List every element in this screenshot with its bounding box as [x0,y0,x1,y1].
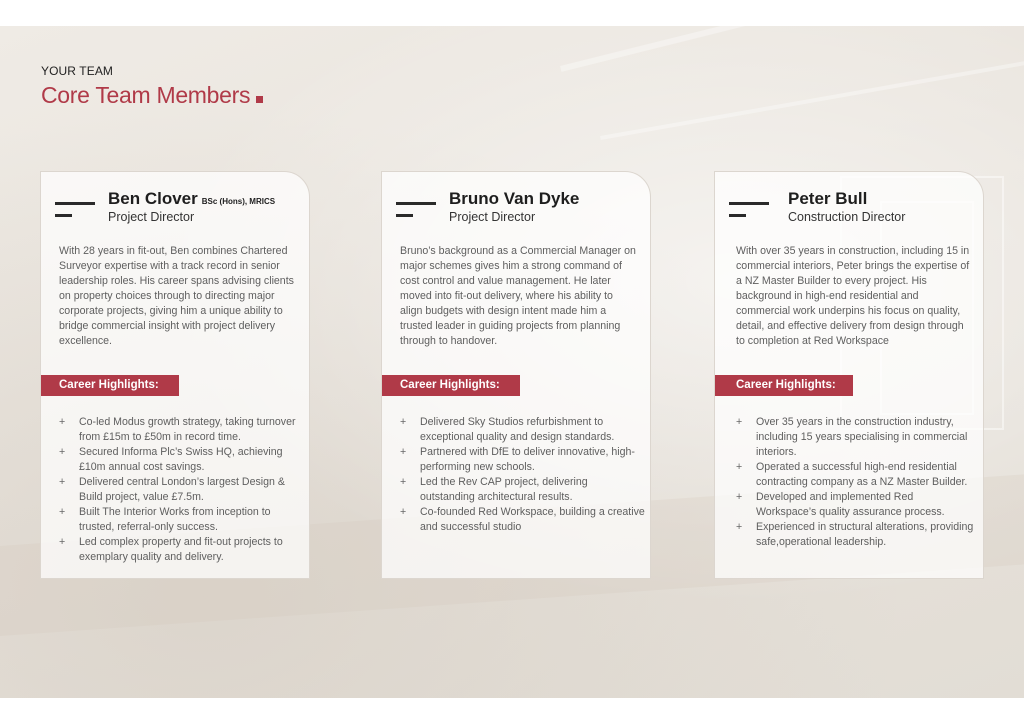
list-item [59,505,304,535]
member-name-text: Bruno Van Dyke [449,189,580,208]
member-name-text: Ben Clover [108,189,198,208]
page-title-text: Core Team Members [41,82,251,108]
plus-icon: + [736,521,743,533]
list-item-text: Co-founded Red Workspace, building a creative and successful studio [420,506,645,533]
member-name-text: Peter Bull [788,189,868,208]
list-item-text: Operated a successful high-end residential contracting company as a NZ Master Builder. [756,461,968,488]
plus-icon: + [400,416,407,428]
list-item [400,415,645,445]
section-eyebrow: YOUR TEAM [41,64,114,78]
background-beam [560,26,1024,72]
list-item [59,535,304,565]
member-name [788,189,867,209]
career-highlights-label: Career Highlights: [715,375,853,396]
team-member-card [381,171,651,579]
plus-icon: + [400,446,407,458]
dash-short-icon [55,214,72,217]
list-item-text: Built The Interior Works from inception to trusted, referral-only success. [79,506,271,533]
career-highlights-list [59,415,304,565]
plus-icon: + [59,446,66,458]
career-highlights-list [400,415,645,535]
background-beam [600,53,1024,140]
career-highlights-list [736,415,976,550]
list-item [736,490,976,520]
list-item-text: Partnered with DfE to deliver innovative, high-performing new schools. [420,446,635,473]
list-item-text: Secured Informa Plc’s Swiss HQ, achieving £10m annual cost savings. [79,446,283,473]
plus-icon: + [59,506,66,518]
plus-icon: + [59,536,66,548]
plus-icon: + [736,416,743,428]
list-item-text: Experienced in structural alterations, providing safe,operational leadership. [756,521,974,548]
plus-icon: + [400,476,407,488]
list-item [400,505,645,535]
dash-long-icon [55,202,95,205]
dash-short-icon [396,214,413,217]
team-page [0,26,1024,698]
career-highlights-label: Career Highlights: [41,375,179,396]
career-highlights-label: Career Highlights: [382,375,520,396]
list-item-text: Developed and implemented Red Workspace’s quality assurance process. [756,491,945,518]
member-role: Project Director [449,210,536,224]
member-name [449,189,579,209]
square-mark-icon [256,96,263,103]
plus-icon: + [59,416,66,428]
list-item-text: Delivered Sky Studios refurbishment to exceptional quality and design standards. [420,416,615,443]
list-item [400,475,645,505]
list-item [736,520,976,550]
team-member-card [40,171,310,579]
list-item [59,475,304,505]
plus-icon: + [400,506,407,518]
dash-long-icon [729,202,769,205]
member-bio: With over 35 years in construction, including 15 in commercial interiors, Peter brings the expertise of a NZ Master Builder to every project. His background in high-end residential and commercial work underpins his focus on quality, detail, and effective delivery from design through to completion at Red Workspace [736,245,970,347]
member-bio: Bruno’s background as a Commercial Manager on major schemes gives him a strong command of cost control and value management. He later moved into fit-out delivery, where his ability to align budgets with design intent made him a trusted leader in guiding projects from planning through to handover. [400,245,636,347]
dash-long-icon [396,202,436,205]
list-item [736,415,976,460]
plus-icon: + [736,461,743,473]
list-item [736,460,976,490]
team-member-card [714,171,984,579]
member-role: Project Director [108,210,195,224]
member-qualifications: BSc (Hons), MRICS [201,197,276,206]
plus-icon: + [736,491,743,503]
list-item-text: Over 35 years in the construction industry, including 15 years specialising in commercial interiors. [756,416,968,458]
plus-icon: + [59,476,66,488]
list-item [400,445,645,475]
list-item-text: Co-led Modus growth strategy, taking turnover from £15m to £50m in record time. [79,416,296,443]
list-item [59,415,304,445]
dash-short-icon [729,214,746,217]
list-item-text: Led complex property and fit-out projects to exemplary quality and delivery. [79,536,283,563]
member-name [108,189,275,209]
page-title [41,82,263,109]
member-role: Construction Director [788,210,906,224]
member-bio: With 28 years in fit-out, Ben combines Chartered Surveyor expertise with a track record in senior leadership roles. His career spans advising clients on property choices through to directing major corporate projects, giving him a unique ability to bridge commercial insight with project delivery excellence. [59,245,294,347]
list-item-text: Delivered central London’s largest Design & Build project, value £7.5m. [79,476,285,503]
list-item [59,445,304,475]
list-item-text: Led the Rev CAP project, delivering outstanding architectural results. [420,476,588,503]
